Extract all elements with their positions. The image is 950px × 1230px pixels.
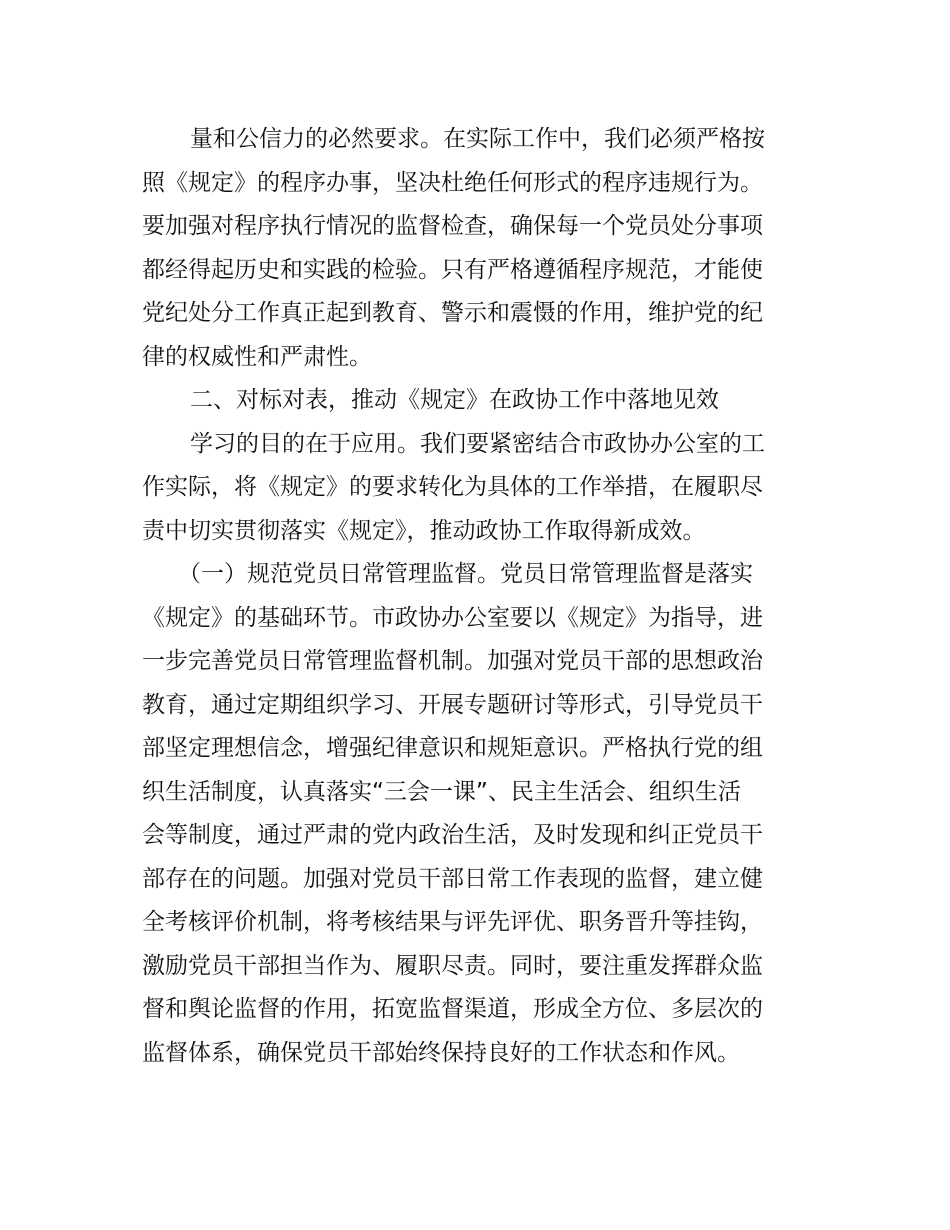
heading-line: 二、对标对表，推动《规定》在政协工作中落地见效	[190, 387, 719, 413]
text-line: 督和舆论监督的作用，拓宽监督渠道，形成全方位、多层次的	[142, 996, 763, 1022]
text-line: 党纪处分工作真正起到教育、警示和震慑的作用，维护党的纪	[142, 300, 763, 326]
text-line: 全考核评价机制，将考核结果与评先评优、职务晋升等挂钩，	[142, 909, 763, 935]
document-body	[142, 118, 812, 1075]
paragraph-1	[142, 118, 812, 379]
text-line: 部坚定理想信念，增强纪律意识和规矩意识。严格执行党的组	[142, 735, 763, 761]
text-line: 会等制度，通过严肃的党内政治生活，及时发现和纠正党员干	[142, 822, 763, 848]
text-line: 部存在的问题。加强对党员干部日常工作表现的监督，建立健	[142, 865, 763, 892]
text-line: 都经得起历史和实践的检验。只有严格遵循程序规范，才能使	[142, 256, 763, 283]
text-line: 责中切实贯彻落实《规定》，推动政协工作取得新成效。	[142, 517, 706, 544]
text-line: 激励党员干部担当作为、履职尽责。同时，要注重发挥群众监	[142, 952, 763, 979]
paragraph-2	[142, 423, 812, 554]
text-line: 照《规定》的程序办事，坚决杜绝任何形式的程序违规行为。	[142, 169, 763, 196]
text-line: 作实际，将《规定》的要求转化为具体的工作举措，在履职尽	[142, 474, 763, 500]
text-line: 量和公信力的必然要求。在实际工作中，我们必须严格按	[190, 126, 765, 152]
text-line: 一步完善党员日常管理监督机制。加强对党员干部的思想政治	[142, 648, 763, 674]
text-line: 织生活制度，认真落实“三会一课”、民主生活会、组织生活	[142, 778, 741, 805]
text-line: （一）规范党员日常管理监督。党员日常管理监督是落实	[178, 561, 753, 587]
text-line: 学习的目的在于应用。我们要紧密结合市政协办公室的工	[190, 430, 765, 457]
text-line: 《规定》的基础环节。市政协办公室要以《规定》为指导，进	[142, 604, 763, 631]
text-line: 监督体系，确保党员干部始终保持良好的工作状态和作风。	[142, 1039, 740, 1066]
section-heading	[142, 379, 812, 423]
text-line: 要加强对程序执行情况的监督检查，确保每一个党员处分事项	[142, 213, 763, 239]
paragraph-3	[142, 553, 812, 1075]
text-line: 教育，通过定期组织学习、开展专题研讨等形式，引导党员干	[142, 691, 763, 718]
text-line: 律的权威性和严肃性。	[142, 343, 372, 370]
